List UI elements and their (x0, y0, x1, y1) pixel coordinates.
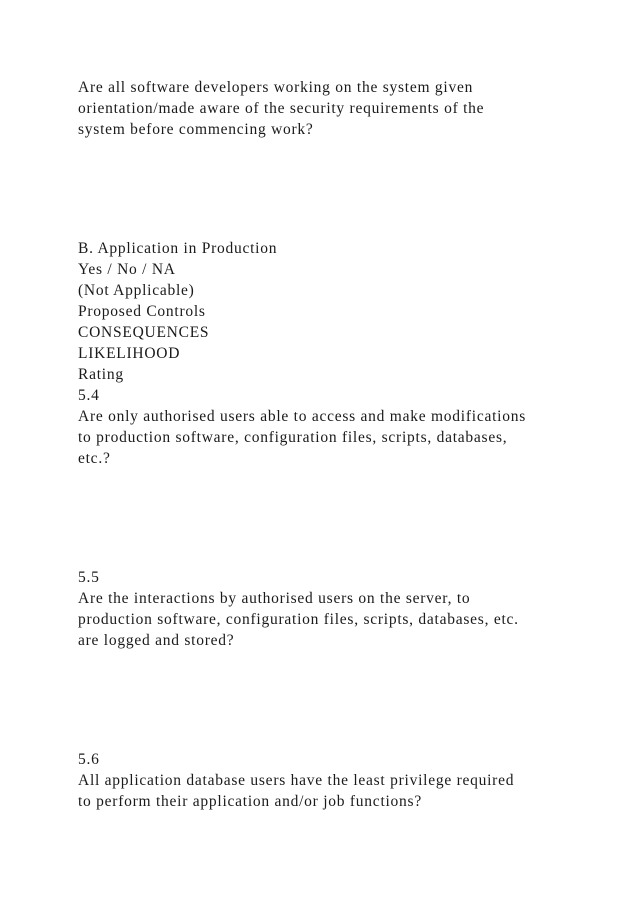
section-heading: B. Application in Production (78, 240, 278, 257)
column-label-yes-no-na: Yes / No / NA (78, 261, 176, 278)
item-5-5-question-line-3: are logged and stored? (78, 632, 235, 649)
item-5-6-question-line-2: to perform their application and/or job functions? (78, 793, 422, 810)
item-5-6-question-line-1: All application database users have the least privilege required (78, 772, 515, 789)
column-label-rating: Rating (78, 366, 124, 383)
item-5-4-question-line-2: to production software, configuration files, scripts, databases, (78, 429, 508, 446)
intro-question-line-2: orientation/made aware of the security requirements of the (78, 100, 485, 117)
item-number-5-5: 5.5 (78, 569, 100, 586)
column-label-consequences: CONSEQUENCES (78, 324, 210, 341)
column-label-likelihood: LIKELIHOOD (78, 345, 181, 362)
item-number-5-4: 5.4 (78, 387, 100, 404)
column-label-not-applicable: (Not Applicable) (78, 282, 195, 299)
item-5-4-question-line-3: etc.? (78, 450, 111, 467)
item-5-5-question-line-1: Are the interactions by authorised users on the server, to (78, 590, 471, 607)
intro-question-line-3: system before commencing work? (78, 121, 314, 138)
intro-question-line-1: Are all software developers working on the system given (78, 79, 474, 96)
column-label-proposed-controls: Proposed Controls (78, 303, 206, 320)
item-5-5-question-line-2: production software, configuration files, scripts, databases, etc. (78, 611, 519, 628)
item-number-5-6: 5.6 (78, 751, 100, 768)
item-5-4-question-line-1: Are only authorised users able to access and make modifications (78, 408, 526, 425)
